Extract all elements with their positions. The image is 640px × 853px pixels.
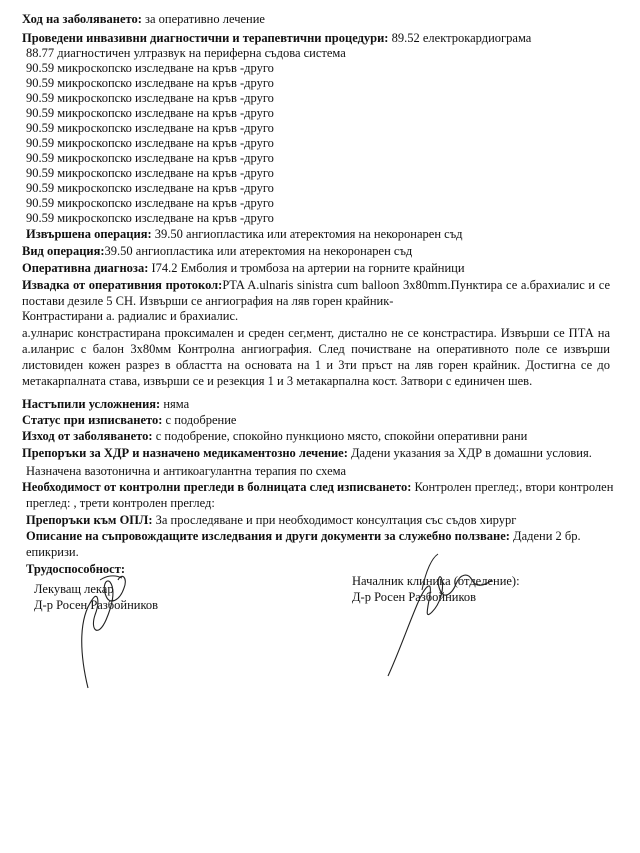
complications-line bbox=[22, 397, 189, 412]
procedure-item: 90.59 микроскопско изследване на кръв -друго bbox=[26, 76, 274, 90]
outcome-value: с подобрение, спокойно пункционо място, спокойни оперативни рани bbox=[152, 429, 528, 443]
complications-label: Настъпили усложнения: bbox=[22, 397, 161, 411]
left-signature-icon bbox=[40, 560, 150, 690]
procedure-item: 90.59 микроскопско изследване на кръв -друго bbox=[26, 121, 274, 135]
procedure-item: 90.59 микроскопско изследване на кръв -друго bbox=[26, 211, 274, 225]
procedure-item: 90.59 микроскопско изследване на кръв -друго bbox=[26, 61, 274, 75]
docs-value: Дадени 2 бр. bbox=[509, 529, 581, 543]
attending-doctor-role: Лекуващ лекар bbox=[34, 582, 114, 596]
procedure-item: 90.59 микроскопско изследване на кръв -друго bbox=[26, 181, 274, 195]
followup-label: Необходимост от контролни прегледи в болницата след изписването: bbox=[22, 480, 412, 494]
therapy-line: Назначена вазотонична и антикоагулантна терапия по схема bbox=[26, 464, 347, 478]
procedures-label: Проведени инвазивни диагностични и терапевтични процедури: bbox=[22, 31, 389, 45]
protocol-text: PTA A.ulnaris sinistra cum balloon 3x80mm.Пунктира се а.брахиалис и се постави дезиле 5 CH. Извърши се ангиография на ляв горен крайник- bbox=[22, 278, 610, 308]
procedures-line bbox=[22, 31, 531, 46]
op-diagnosis-line bbox=[22, 261, 465, 276]
clinic-head-role: Началник клиника (отделение): bbox=[352, 574, 520, 588]
diet-value: Дадени указания за ХДР в домашни условия. bbox=[347, 446, 592, 460]
complications-value: няма bbox=[160, 397, 190, 411]
procedure-item: 90.59 микроскопско изследване на кръв -друго bbox=[26, 166, 274, 180]
docs-line bbox=[26, 529, 581, 544]
discharge-status-value: с подобрение bbox=[162, 413, 237, 427]
gp-label: Препоръки към ОПЛ: bbox=[26, 513, 153, 527]
procedure-item: 90.59 микроскопско изследване на кръв -друго bbox=[26, 106, 274, 120]
followup-value: Контролен преглед:, втори контролен bbox=[411, 480, 614, 494]
docs-line-2: епикризи. bbox=[26, 545, 79, 559]
performed-op-value: 39.50 ангиопластика или атеректомия на некоронарен съд bbox=[151, 227, 463, 241]
procedure-item: 90.59 микроскопско изследване на кръв -друго bbox=[26, 91, 274, 105]
performed-op-line bbox=[26, 227, 463, 242]
protocol-paragraph bbox=[22, 277, 610, 309]
diet-line bbox=[22, 446, 592, 461]
op-diagnosis-label: Оперативна диагноза: bbox=[22, 261, 149, 275]
gp-value: За проследяване и при необходимост консултация със съдов хирург bbox=[152, 513, 517, 527]
course-label: Ход на заболяването: bbox=[22, 12, 142, 26]
op-type-value: 39.50 ангиопластика или атеректомия на некоронарен съд bbox=[104, 244, 413, 258]
protocol-label: Извадка от оперативния протокол: bbox=[22, 278, 223, 292]
docs-label: Описание на съпровождащите изследвания и други документи за служебно ползване: bbox=[26, 529, 510, 543]
diet-label: Препоръки за ХДР и назначено медикаментозно лечение: bbox=[22, 446, 348, 460]
protocol-text3: а.улнарис констрастирана проксимален и среден сег,мент, дистално не се констрастира. Извърши се ПТА на а.иланрис с балон 3x80мм Контролна ангиография. След почистване на оперативното поле се извърши листовиден кожен разрез в областта на основата на 1 и 3ти пръст на ляв горен крайник. Достигна се до метакарпалната става, извърши се и резекция 1 и 3 метакарпална кост. Затвори с единичен шев. bbox=[22, 326, 610, 388]
clinic-head-name: Д-р Росен Разбойников bbox=[352, 590, 477, 604]
attending-doctor-name: Д-р Росен Разбойников bbox=[34, 598, 159, 612]
outcome-label: Изход от заболяването: bbox=[22, 429, 153, 443]
followup-line bbox=[22, 480, 613, 495]
outcome-line bbox=[22, 429, 527, 444]
performed-op-label: Извършена операция: bbox=[26, 227, 152, 241]
procedure-item: 90.59 микроскопско изследване на кръв -друго bbox=[26, 136, 274, 150]
followup-line-2: преглед: , трети контролен преглед: bbox=[26, 496, 215, 510]
work-capacity-label: Трудоспособност: bbox=[26, 562, 126, 576]
course-line bbox=[22, 12, 265, 27]
gp-line bbox=[26, 513, 516, 528]
discharge-status-label: Статус при изписването: bbox=[22, 413, 163, 427]
op-type-line bbox=[22, 244, 412, 259]
procedures-first: 89.52 електрокардиограма bbox=[388, 31, 532, 45]
op-type-label: Вид операция: bbox=[22, 244, 105, 258]
right-signature-icon bbox=[380, 550, 500, 680]
course-value: за оперативно лечение bbox=[141, 12, 265, 26]
procedure-item: 90.59 микроскопско изследване на кръв -друго bbox=[26, 151, 274, 165]
protocol-text2: Контрастирани а. радиалис и брахиалис. bbox=[22, 309, 239, 323]
procedure-item: 88.77 диагностичен ултразвук на периферна съдова система bbox=[26, 46, 346, 60]
op-diagnosis-value: I74.2 Емболия и тромбоза на артерии на горните крайници bbox=[148, 261, 465, 275]
procedure-item: 90.59 микроскопско изследване на кръв -друго bbox=[26, 196, 274, 210]
discharge-status-line bbox=[22, 413, 236, 428]
